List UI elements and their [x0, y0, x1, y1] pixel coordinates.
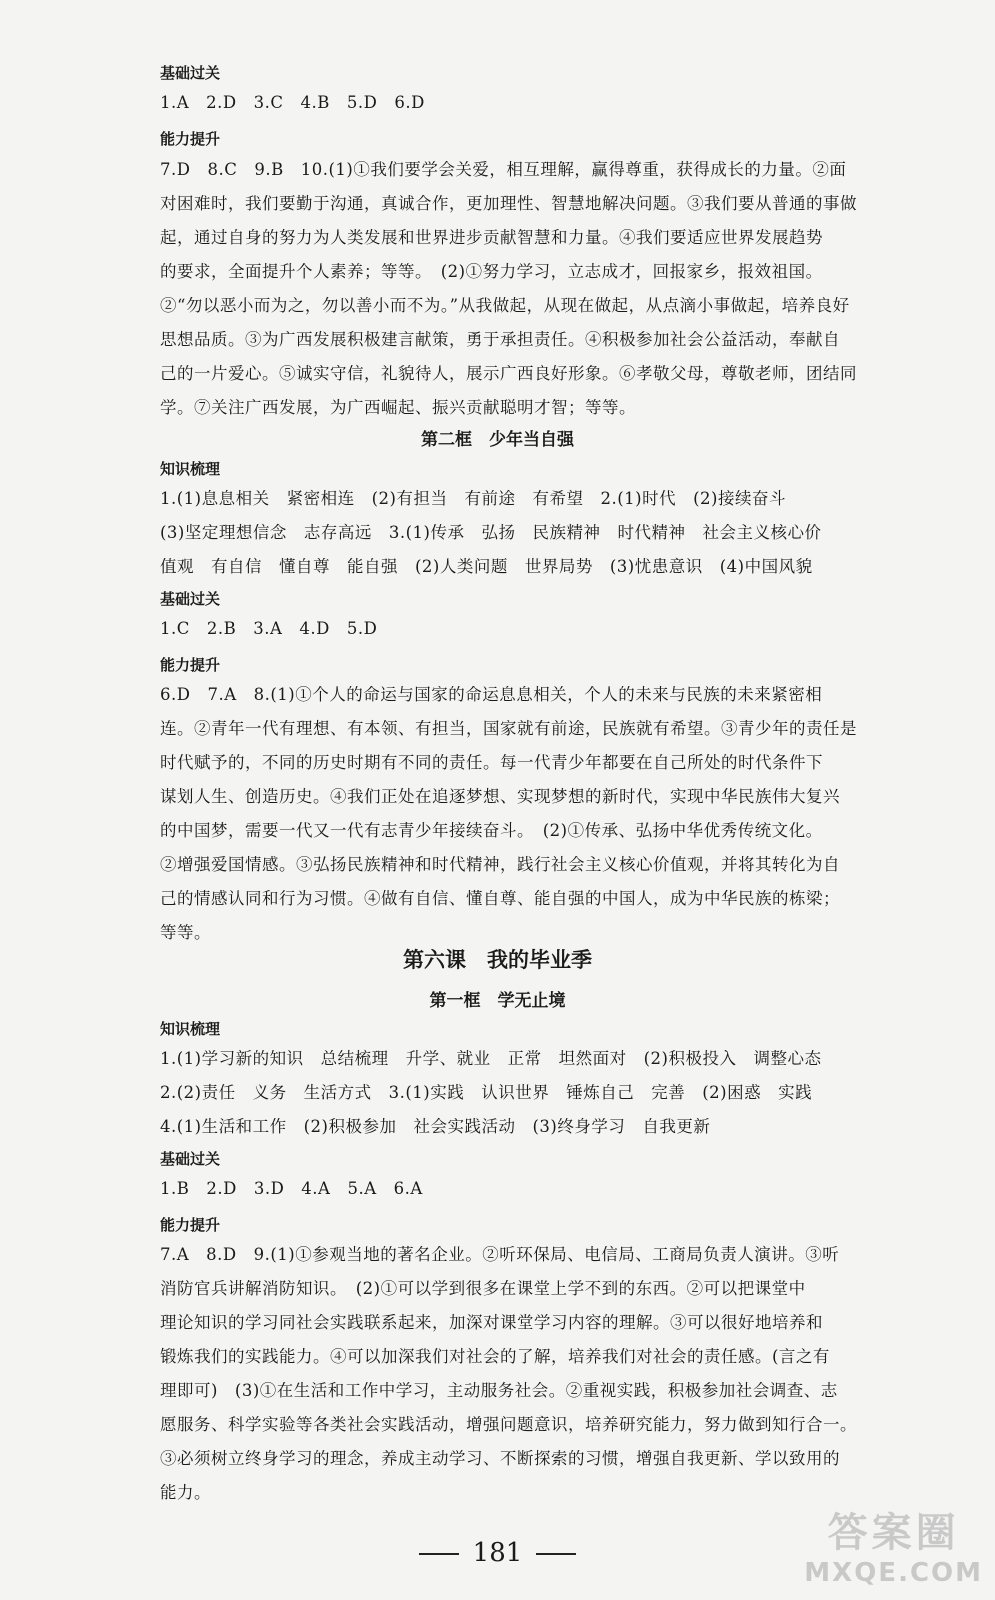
knowledge-heading-3: 知识梳理 — [160, 1020, 221, 1038]
answer-line: 理即可) (3)①在生活和工作中学习，主动服务社会。②重视实践，积极参加社会调查、志 — [160, 1381, 838, 1400]
basic-answers-2: 1.C 2.B 3.A 4.D 5.D — [160, 619, 378, 638]
answer-line: 4.(1)生活和工作 (2)积极参加 社会实践活动 (3)终身学习 自我更新 — [160, 1117, 711, 1136]
answer-line: 1.(1)息息相关 紧密相连 (2)有担当 有前途 有希望 2.(1)时代 (2)接续奋斗 — [160, 489, 786, 508]
answer-line: 时代赋予的，不同的历史时期有不同的责任。每一代青少年都要在自己所处的时代条件下 — [160, 753, 823, 772]
answer-line: 6.D 7.A 8.(1)①个人的命运与国家的命运息息相关，个人的未来与民族的未来紧密相 — [160, 685, 823, 704]
section-title-2: 第二框 少年当自强 — [421, 430, 574, 450]
answer-line: 锻炼我们的实践能力。④可以加深我们对社会的了解，培养我们对社会的责任感。(言之有 — [160, 1347, 830, 1366]
answer-line: 起，通过自身的努力为人类发展和世界进步贡献智慧和力量。④我们要适应世界发展趋势 — [160, 228, 823, 247]
ability-heading-3: 能力提升 — [160, 1216, 221, 1234]
answer-line: 己的一片爱心。⑤诚实守信，礼貌待人，展示广西良好形象。⑥孝敬父母，尊敬老师，团结同 — [160, 364, 857, 383]
ability-answers-1 — [160, 153, 857, 425]
left-dash — [419, 1553, 459, 1555]
answer-line: 7.A 8.D 9.(1)①参观当地的著名企业。②听环保局、电信局、工商局负责人演讲。③听 — [160, 1245, 840, 1264]
knowledge-heading-2: 知识梳理 — [160, 460, 221, 478]
right-dash — [536, 1553, 576, 1555]
answer-line: 值观 有自信 懂自尊 能自强 (2)人类问题 世界局势 (3)忧患意识 (4)中国风貌 — [160, 557, 813, 576]
answer-line: 思想品质。③为广西发展积极建言献策，勇于承担责任。④积极参加社会公益活动，奉献自 — [160, 330, 840, 349]
lesson-title: 第六课 我的毕业季 — [403, 948, 592, 972]
knowledge-answers-2 — [160, 482, 822, 584]
answer-line: 谋划人生、创造历史。④我们正处在追逐梦想、实现梦想的新时代，实现中华民族伟大复兴 — [160, 787, 840, 806]
section-title-3: 第一框 学无止境 — [429, 991, 566, 1011]
ability-answers-3 — [160, 1238, 857, 1510]
basic-heading-2: 基础过关 — [160, 590, 221, 608]
ability-heading-2: 能力提升 — [160, 656, 221, 674]
basic-heading-3: 基础过关 — [160, 1150, 221, 1168]
basic-heading-1: 基础过关 — [160, 64, 221, 82]
answer-line: 的要求，全面提升个人素养；等等。 (2)①努力学习，立志成才，回报家乡，报效祖国。 — [160, 262, 823, 281]
ability-heading-1: 能力提升 — [160, 130, 221, 148]
answer-line: 愿服务、科学实验等各类社会实践活动，增强问题意识，培养研究能力，努力做到知行合一。 — [160, 1415, 857, 1434]
answer-line: 对困难时，我们要勤于沟通，真诚合作，更加理性、智慧地解决问题。③我们要从普通的事做 — [160, 194, 857, 213]
watermark-logo — [804, 1501, 983, 1588]
answer-line: 的中国梦，需要一代又一代有志青少年接续奋斗。 (2)①传承、弘扬中华优秀传统文化。 — [160, 821, 823, 840]
answer-line: 连。②青年一代有理想、有本领、有担当，国家就有前途，民族就有希望。③青少年的责任是 — [160, 719, 857, 738]
answer-line: 己的情感认同和行为习惯。④做有自信、懂自尊、能自强的中国人，成为中华民族的栋梁； — [160, 889, 840, 908]
answer-line: 能力。 — [160, 1483, 211, 1502]
answer-line: 理论知识的学习同社会实践联系起来，加深对课堂学习内容的理解。③可以很好地培养和 — [160, 1313, 823, 1332]
basic-answers-1: 1.A 2.D 3.C 4.B 5.D 6.D — [160, 93, 425, 112]
answer-line: ②增强爱国情感。③弘扬民族精神和时代精神，践行社会主义核心价值观，并将其转化为自 — [160, 855, 840, 874]
ability-answers-2 — [160, 678, 857, 950]
answer-line: (3)坚定理想信念 志存高远 3.(1)传承 弘扬 民族精神 时代精神 社会主义核心价 — [160, 523, 822, 542]
answer-line: 等等。 — [160, 923, 211, 942]
answer-line: 1.(1)学习新的知识 总结梳理 升学、就业 正常 坦然面对 (2)积极投入 调整心态 — [160, 1049, 822, 1068]
basic-answers-3: 1.B 2.D 3.D 4.A 5.A 6.A — [160, 1179, 423, 1198]
knowledge-answers-3 — [160, 1042, 822, 1144]
watermark-title: 答案圈 — [827, 1510, 960, 1556]
answer-line: 2.(2)责任 义务 生活方式 3.(1)实践 认识世界 锤炼自己 完善 (2)困惑 实践 — [160, 1083, 813, 1102]
answer-line: 7.D 8.C 9.B 10.(1)①我们要学会关爱，相互理解，赢得尊重，获得成长的力量。②面 — [160, 160, 847, 179]
watermark-url: MXQE.COM — [804, 1558, 983, 1588]
answer-line: 消防官兵讲解消防知识。 (2)①可以学到很多在课堂上学不到的东西。②可以把课堂中 — [160, 1279, 806, 1298]
answer-line: ②“勿以恶小而为之，勿以善小而不为。”从我做起，从现在做起，从点滴小事做起，培养良好 — [160, 296, 850, 315]
page-number-text: 181 — [472, 1538, 523, 1568]
answer-line: ③必须树立终身学习的理念，养成主动学习、不断探索的习惯，增强自我更新、学以致用的 — [160, 1449, 840, 1468]
answer-line: 学。⑦关注广西发展，为广西崛起、振兴贡献聪明才智；等等。 — [160, 398, 636, 417]
